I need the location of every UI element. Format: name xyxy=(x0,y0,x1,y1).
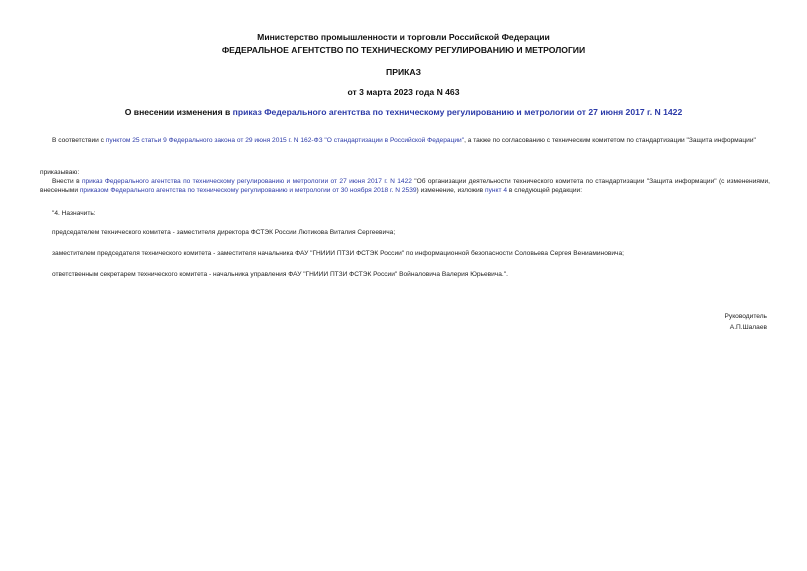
paragraph-basis xyxy=(40,136,770,145)
order-2539-link[interactable]: приказом Федерального агентства по техническому регулированию и метрологии от 30 ноября 2018 г. N 2539 xyxy=(79,187,417,194)
list-item: "4. Назначить: xyxy=(52,210,96,217)
signature-name: А.П.Шалаев xyxy=(729,324,767,331)
doc-title xyxy=(0,107,807,117)
ministry-name: Министерство промышленности и торговли Российской Федерации xyxy=(257,32,550,42)
amendment-mid1: "Об организации деятельности технического комитета по стандартизации "Защита информации" (с изменениями, внесенными xyxy=(40,178,770,194)
amendment-prefix: Внести в xyxy=(52,178,82,185)
paragraph-amendment xyxy=(40,177,770,195)
doc-title-prefix: О внесении изменения в xyxy=(124,107,233,117)
point-4-link[interactable]: пункт 4 xyxy=(485,187,508,194)
doc-date-number: от 3 марта 2023 года N 463 xyxy=(347,87,460,97)
signature-role: Руководитель xyxy=(724,313,767,320)
paragraph-basis-suffix: , а также по согласованию с техническим комитетом по стандартизации "Защита информации" xyxy=(464,137,756,144)
paragraph-basis-prefix: В соответствии с xyxy=(52,137,106,144)
agency-name: ФЕДЕРАЛЬНОЕ АГЕНТСТВО ПО ТЕХНИЧЕСКОМУ РЕГУЛИРОВАНИЮ И МЕТРОЛОГИИ xyxy=(221,45,586,55)
law-link[interactable]: пунктом 25 статьи 9 Федерального закона от 29 июня 2015 г. N 162-ФЗ "О стандартизации в Российской Федерации" xyxy=(105,137,465,144)
amendment-suffix: в следующей редакции: xyxy=(507,187,583,194)
doc-title-link[interactable]: приказ Федерального агентства по техническому регулированию и метрологии от 27 июня 2017 г. N 1422 xyxy=(232,107,683,117)
orders-label: приказываю: xyxy=(40,169,80,176)
doc-type: ПРИКАЗ xyxy=(386,67,421,77)
list-item: ответственным секретарем технического комитета - начальника управления ФАУ "ГНИИИ ПТЗИ ФСТЭК России" Войналовича Валерия Юрьевича.". xyxy=(52,271,508,278)
list-item: председателем технического комитета - заместителя директора ФСТЭК России Лютикова Виталия Сергеевича; xyxy=(52,229,396,236)
amendment-mid2: ) изменение, изложив xyxy=(416,187,486,194)
order-1422-link[interactable]: приказ Федерального агентства по техническому регулированию и метрологии от 27 июня 2017 г. N 1422 xyxy=(81,178,412,185)
list-item: заместителем председателя технического комитета - заместителя начальника ФАУ "ГНИИИ ПТЗИ ФСТЭК России" по информационной безопасности Соловьева Сергея Вениаминовича; xyxy=(52,250,624,257)
